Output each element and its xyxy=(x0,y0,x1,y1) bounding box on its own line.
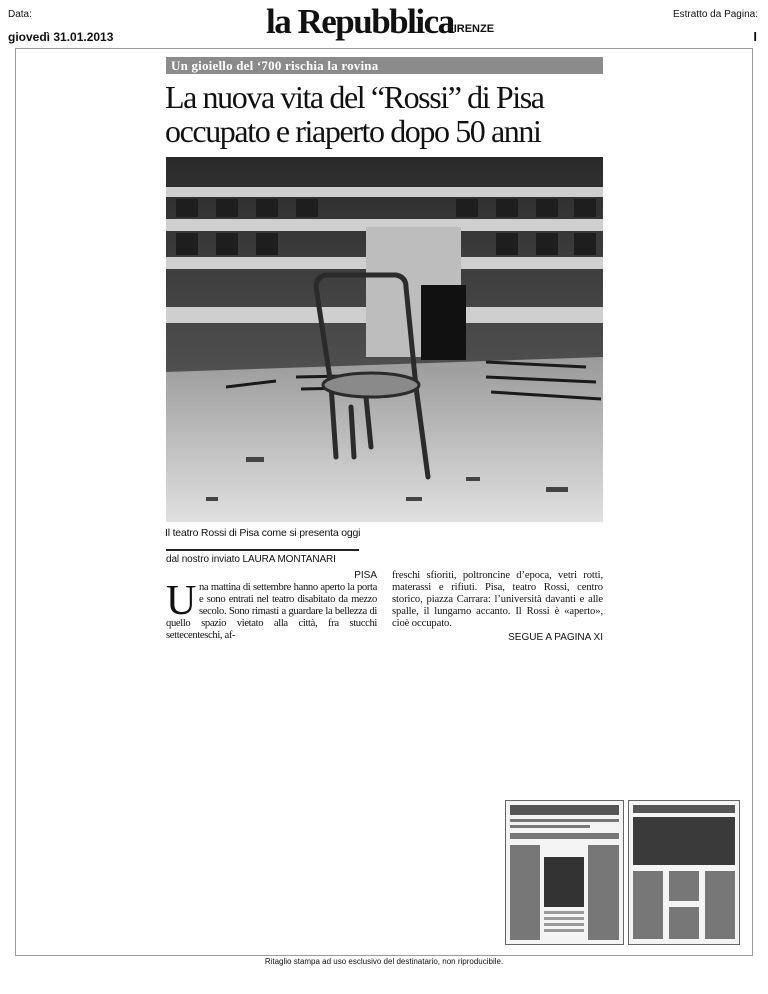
headline-line-1: La nuova vita del “Rossi” di Pisa xyxy=(165,79,544,115)
headline-line-2: occupato e riaperto dopo 50 anni xyxy=(165,113,541,149)
theatre-photo-illustration xyxy=(166,157,603,522)
date-value: giovedì 31.01.2013 xyxy=(8,30,114,44)
edition-label: FIRENZE xyxy=(447,23,495,35)
continue-note: SEGUE A PAGINA XI xyxy=(508,632,603,643)
theatre-photo xyxy=(166,157,603,522)
article-column-1-text: na mattina di settembre hanno aperto la porta e sono entrati nel teatro disabitato da mezzo secolo. Sono rimasti a guardare la bellezza di quello spazio vietato alla città, fra stucchi settecenteschi, af- xyxy=(166,582,377,642)
dateline: PISA xyxy=(354,570,377,581)
page-thumbnail-2 xyxy=(628,800,740,945)
masthead-logo: la Repubblica xyxy=(266,2,454,41)
kicker-banner: Un gioiello del ‘700 rischia la rovina xyxy=(166,57,603,74)
photo-caption: Il teatro Rossi di Pisa come si presenta oggi xyxy=(165,527,361,539)
page-thumbnail-2-art xyxy=(629,801,739,944)
page-thumbnail-1 xyxy=(505,800,624,945)
headline xyxy=(165,80,610,148)
byline: dal nostro inviato LAURA MONTANARI xyxy=(166,554,336,565)
page-thumbnail-1-art xyxy=(506,801,623,944)
date-label: Data: xyxy=(8,9,32,20)
extract-page-value: I xyxy=(753,29,757,44)
article-column-1 xyxy=(166,578,377,642)
dropcap: U xyxy=(166,578,196,624)
byline-rule xyxy=(166,549,359,551)
article-column-2: freschi sfioriti, poltroncine d’epoca, vetri rotti, materassi e rifiuti. Pisa, teatro Rossi, centro storico, piazza Carrara: l’università davanti e alle spalle, il lungarno accanto. Il Rossi è «aperto», cioè occupato. xyxy=(392,570,603,630)
footer-notice: Ritaglio stampa ad uso esclusivo del destinatario, non riproducibile. xyxy=(264,957,504,966)
extract-page-label: Estratto da Pagina: xyxy=(672,9,758,20)
